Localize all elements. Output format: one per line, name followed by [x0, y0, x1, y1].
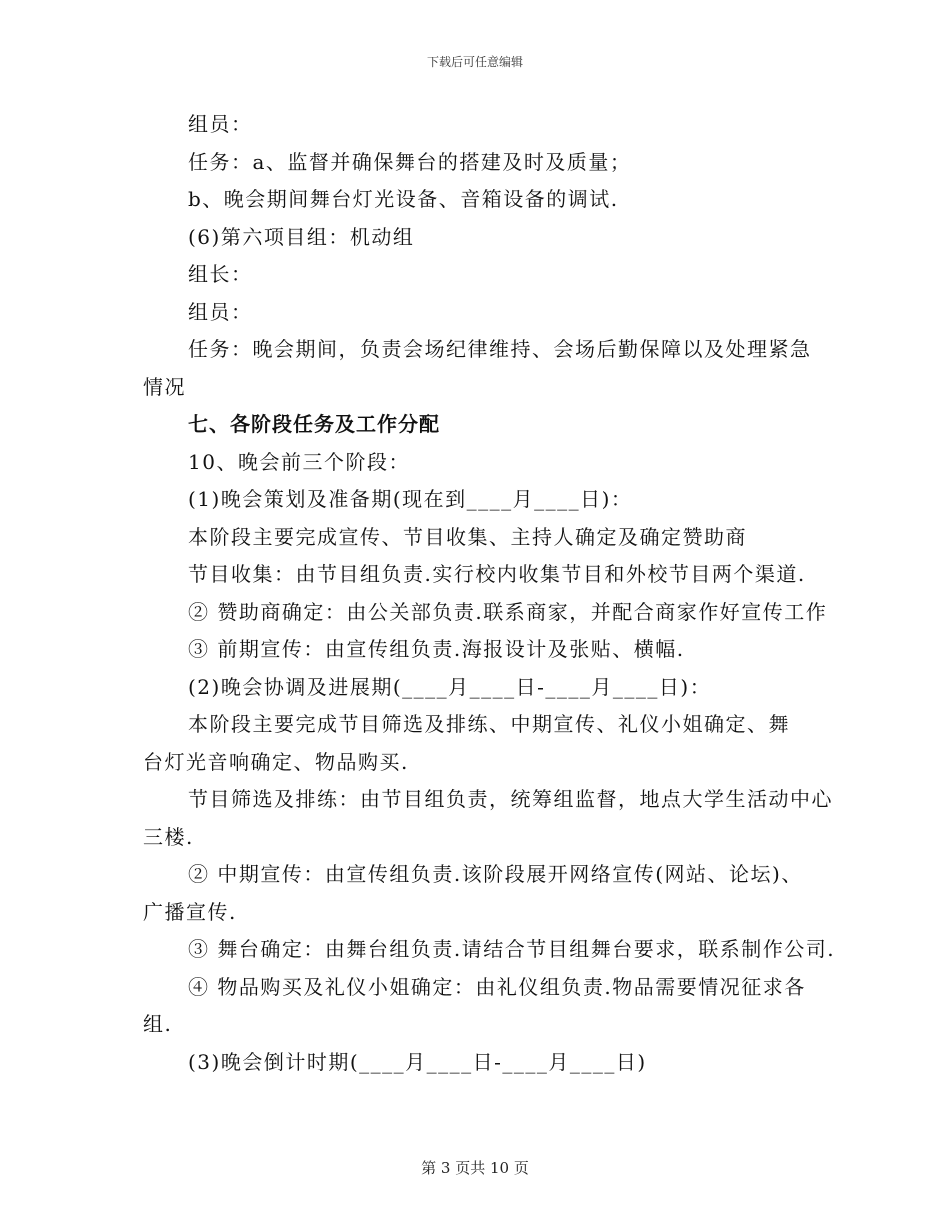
- paragraph-line: (3)晚会倒计时期(____月____日-____月____日): [188, 1050, 647, 1074]
- page-header: 下载后可任意编辑: [426, 55, 523, 69]
- paragraph-line: 节目筛选及排练：由节目组负责，统筹组监督，地点大学生活动中心: [188, 787, 833, 811]
- paragraph-line: 本阶段主要完成节目筛选及排练、中期宣传、礼仪小姐确定、舞: [188, 712, 790, 736]
- paragraph-line: 情况: [143, 375, 186, 399]
- paragraph-line: 组.: [143, 1012, 173, 1036]
- paragraph-line: ③ 舞台确定：由舞台组负责.请结合节目组舞台要求，联系制作公司.: [188, 937, 836, 961]
- paragraph-line: 组员：: [188, 300, 253, 324]
- paragraph-line: ④ 物品购买及礼仪小姐确定：由礼仪组负责.物品需要情况征求各: [188, 975, 806, 999]
- paragraph-line: 组长：: [188, 262, 253, 286]
- paragraph-line: 台灯光音响确定、物品购买.: [143, 750, 409, 774]
- paragraph-line: ② 赞助商确定：由公关部负责.联系商家，并配合商家作好宣传工作: [188, 600, 828, 624]
- paragraph-line: 节目收集：由节目组负责.实行校内收集节目和外校节目两个渠道.: [188, 562, 806, 586]
- paragraph-line: 组员：: [188, 112, 253, 136]
- paragraph-line: ② 中期宣传：由宣传组负责.该阶段展开网络宣传(网站、论坛)、: [188, 862, 803, 886]
- paragraph-line: 任务：晚会期间，负责会场纪律维持、会场后勤保障以及处理紧急: [188, 337, 812, 361]
- paragraph-line: 广播宣传.: [143, 900, 237, 924]
- page-footer: 第 3 页共 10 页: [421, 1159, 529, 1177]
- paragraph-line: 10、晚会前三个阶段：: [188, 450, 410, 474]
- paragraph-line: (1)晚会策划及准备期(现在到____月____日)：: [188, 487, 633, 511]
- paragraph-line: b、晚会期间舞台灯光设备、音箱设备的调试.: [188, 187, 619, 211]
- paragraph-line: (6)第六项目组：机动组: [188, 225, 415, 249]
- paragraph-line: 任务：a、监督并确保舞台的搭建及时及质量；: [188, 150, 632, 174]
- paragraph-line: 三楼.: [143, 825, 194, 849]
- paragraph-line: (2)晚会协调及进展期(____月____日-____月____日)：: [188, 675, 712, 699]
- paragraph-line: ③ 前期宣传：由宣传组负责.海报设计及张贴、横幅.: [188, 637, 685, 661]
- section-heading: 七、各阶段任务及工作分配: [188, 412, 440, 436]
- paragraph-line: 本阶段主要完成宣传、节目收集、主持人确定及确定赞助商: [188, 525, 747, 549]
